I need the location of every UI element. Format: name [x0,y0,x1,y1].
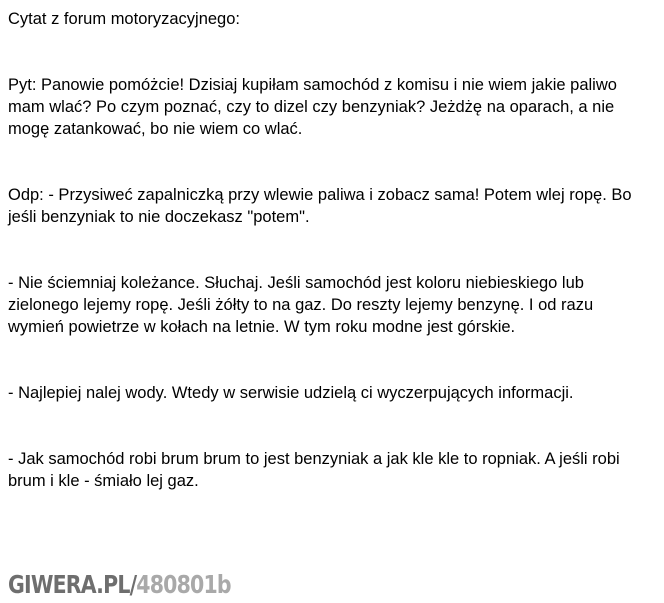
watermark-id: 480801b [136,570,231,599]
post-title: Cytat z forum motoryzacyjnego: [8,10,240,28]
answer-text: - Jak samochód robi brum brum to jest benzyniak a jak kle kle to ropniak. A jeśli robi brum i kle - śmiało lej gaz. [8,450,620,490]
watermark-site: GIWERA.PL/ [8,570,137,599]
answer-text: Odp: - Przysiweć zapalniczką przy wlewie paliwa i zobacz sama! Potem wlej ropę. Bo jeśli benzyniak to nie doczekasz "potem". [8,186,632,226]
post-content [8,8,648,492]
question-text: Pyt: Panowie pomóżcie! Dzisiaj kupiłam samochód z komisu i nie wiem jakie paliwo mam wlać? Po czym poznać, czy to dizel czy benzyniak? Jeżdżę na oparach, a nie mogę zatankować, bo nie wiem co wlać. [8,76,617,138]
answer-text: - Nie ściemniaj koleżance. Słuchaj. Jeśli samochód jest koloru niebieskiego lub zielonego lejemy ropę. Jeśli żółty to na gaz. Do reszty lejemy benzynę. I od razu wymień powietrze w kołach na letnie. W tym roku modne jest górskie. [8,274,594,336]
answer-text: - Najlepiej nalej wody. Wtedy w serwisie udzielą ci wyczerpujących informacji. [8,384,574,402]
site-watermark [8,571,231,599]
